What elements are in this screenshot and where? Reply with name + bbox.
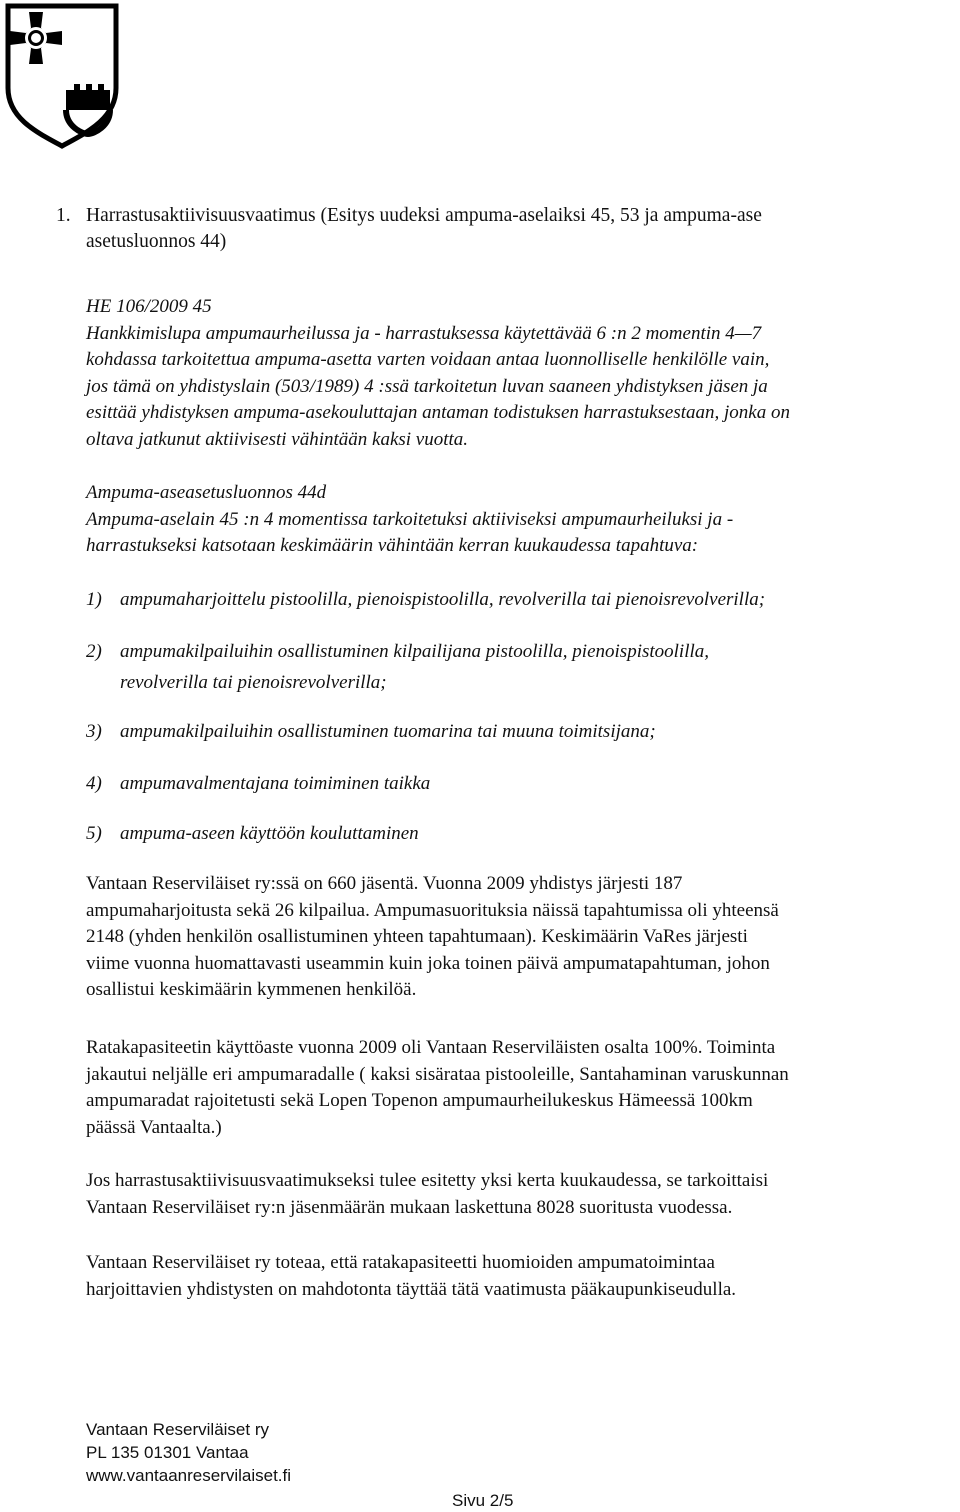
paragraph-members xyxy=(86,871,956,1004)
decree-quote xyxy=(86,480,956,560)
list-number: 4) xyxy=(86,773,102,794)
quote-line: harrastukseksi katsotaan keskimäärin vähintään kerran kuukaudessa tapahtuva: xyxy=(86,535,699,557)
paragraph-line: jakautui neljälle eri ampumaradalle ( kaksi sisärataa pistooleille, Santahaminan varuskunnan xyxy=(86,1063,789,1085)
list-number: 5) xyxy=(86,823,102,844)
list-number: 3) xyxy=(86,721,102,742)
paragraph-line: Vantaan Reserviläiset ry toteaa, että ratakapasiteetti huomioiden ampumatoimintaa xyxy=(86,1252,715,1273)
list-item xyxy=(86,636,956,698)
heading-number: 1. xyxy=(56,205,71,226)
heading-line: asetusluonnos 44) xyxy=(86,231,227,252)
paragraph-line: osallistui keskimäärin kymmenen henkilöä. xyxy=(86,979,417,1001)
list-item xyxy=(86,716,956,747)
he-reference: HE 106/2009 45 xyxy=(86,296,212,317)
paragraph-capacity xyxy=(86,1035,956,1141)
quote-line: Hankkimislupa ampumaurheilussa ja - harrastuksessa käytettävää 6 :n 2 momentin 4—7 xyxy=(86,322,762,344)
footer-web: www.vantaanreservilaiset.fi xyxy=(86,1466,292,1485)
he-quote xyxy=(86,294,956,454)
footer-address: PL 135 01301 Vantaa xyxy=(86,1443,249,1462)
paragraph-line: Ratakapasiteetin käyttöaste vuonna 2009 oli Vantaan Reserviläisten osalta 100%. Toiminta xyxy=(86,1037,776,1058)
decree-reference: Ampuma-aseasetusluonnos 44d xyxy=(86,482,327,503)
quote-line: jos tämä on yhdistyslain (503/1989) 4 :ssä tarkoitetun luvan saaneen yhdistyksen jäsen ja xyxy=(86,375,768,397)
list-text: ampumakilpailuihin osallistuminen tuomarina tai muuna toimitsijana; xyxy=(120,721,656,742)
paragraph-line: päässä Vantaalta.) xyxy=(86,1116,222,1138)
list-number: 1) xyxy=(86,589,102,610)
paragraph-line: harjoittavien yhdistysten on mahdotonta täyttää tätä vaatimusta pääkaupunkiseudulla. xyxy=(86,1278,737,1300)
list-text: ampuma-aseen käyttöön kouluttaminen xyxy=(120,823,419,844)
heading-line: Harrastusaktiivisuusvaatimus (Esitys uudeksi ampuma-aselaiksi 45, 53 ja ampuma-ase xyxy=(86,205,762,226)
list-text: ampumaharjoittelu pistoolilla, pienoispistoolilla, revolverilla tai pienoisrevolverilla; xyxy=(120,589,766,610)
footer-org: Vantaan Reserviläiset ry xyxy=(86,1420,269,1439)
quote-line: esittää yhdistyksen ampuma-asekouluttajan antaman todistuksen harrastuksestaan, jonka on xyxy=(86,402,790,424)
coat-of-arms-shield-icon xyxy=(0,0,124,150)
list-text-continued: revolverilla tai pienoisrevolverilla; xyxy=(120,672,387,693)
quote-line: Ampuma-aselain 45 :n 4 momentissa tarkoitetuksi aktiiviseksi ampumaurheiluksi ja - xyxy=(86,508,734,530)
paragraph-line: ampumaradat rajoitetusti sekä Lopen Topenon ampumaurheilukeskus Hämeessä 100km xyxy=(86,1090,753,1112)
paragraph-line: 2148 (yhden henkilön osallistuminen yhteen tapahtumaan). Keskimäärin VaRes järjesti xyxy=(86,926,748,948)
list-number: 2) xyxy=(86,641,102,662)
paragraph-line: viime vuonna huomattavasti useammin kuin joka toinen päivä ampumatapahtuman, johon xyxy=(86,952,770,974)
paragraph-line: Vantaan Reserviläiset ry:ssä on 660 jäsentä. Vuonna 2009 yhdistys järjesti 187 xyxy=(86,873,683,894)
paragraph-requirement xyxy=(86,1168,956,1221)
list-item xyxy=(86,768,956,799)
paragraph-line: Vantaan Reserviläiset ry:n jäsenmäärän mukaan laskettuna 8028 suoritusta vuodessa. xyxy=(86,1196,733,1218)
list-text: ampumakilpailuihin osallistuminen kilpailijana pistoolilla, pienoispistoolilla, xyxy=(120,641,710,662)
quote-line: kohdassa tarkoitettua ampuma-asetta varten voidaan antaa luonnolliselle henkilölle vain, xyxy=(86,349,770,371)
page-number: Sivu 2/5 xyxy=(452,1491,514,1510)
paragraph-conclusion xyxy=(86,1250,956,1303)
list-text: ampumavalmentajana toimiminen taikka xyxy=(120,773,431,794)
list-item xyxy=(86,584,956,615)
list-item xyxy=(86,818,956,849)
quote-line: oltava jatkunut aktiivisesti vähintään kaksi vuotta. xyxy=(86,428,469,450)
paragraph-line: ampumaharjoitusta sekä 26 kilpailua. Ampumasuorituksia näissä tapahtumissa oli yhteensä xyxy=(86,899,779,921)
paragraph-line: Jos harrastusaktiivisuusvaatimukseksi tulee esitetty yksi kerta kuukaudessa, se tarkoittaisi xyxy=(86,1170,769,1191)
footer xyxy=(86,1418,291,1487)
